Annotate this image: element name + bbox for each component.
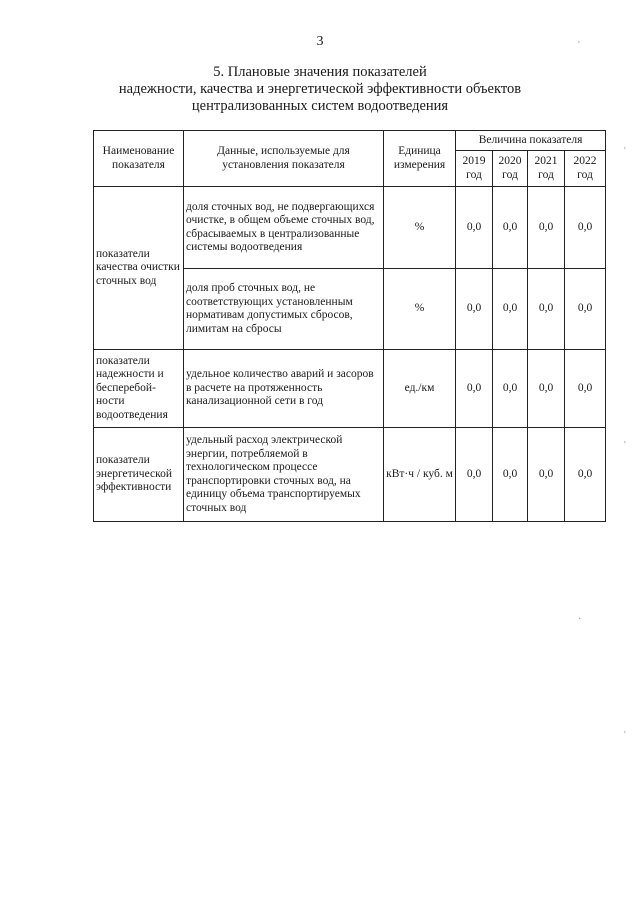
value-2022: 0,0 <box>565 428 606 522</box>
indicator-group-name: показатели энергетической эффективности <box>94 428 184 522</box>
year-label: 2020 <box>498 155 522 167</box>
header-year-2022 <box>565 151 606 187</box>
indicator-data: доля сточных вод, не подвергающихся очистке, в общем объеме сточных вод, сбрасываемых в централизованные системы водоотведения <box>184 187 384 269</box>
header-year-2020 <box>493 151 528 187</box>
indicator-data: удельный расход электрической энергии, потребляемой в технологическом процессе транспортировки сточных вод, на единицу объема транспортируемых сточных вод <box>184 428 384 522</box>
header-data: Данные, используемые для установления показателя <box>184 131 384 187</box>
indicator-group-name: показатели качества очистки сточных вод <box>94 187 184 350</box>
header-name: Наименование показателя <box>94 131 184 187</box>
indicators-table <box>93 130 606 522</box>
value-2022: 0,0 <box>565 269 606 350</box>
value-2021: 0,0 <box>528 269 565 350</box>
indicator-data: доля проб сточных вод, не соответствующих установленным нормативам допустимых сбросов, лимитам на сбросы <box>184 269 384 350</box>
table-row <box>94 187 606 269</box>
title-line-3: централизованных систем водоотведения <box>191 98 449 114</box>
header-value-group: Величина показателя <box>456 131 606 151</box>
page-title <box>0 64 640 115</box>
header-year-2021 <box>528 151 565 187</box>
year-label: 2019 <box>462 155 486 167</box>
year-suffix: год <box>466 168 482 181</box>
scan-speck: ' <box>624 146 626 157</box>
title-line-2: надежности, качества и энергетической эффективности объектов <box>118 81 522 97</box>
value-2020: 0,0 <box>493 350 528 428</box>
value-2021: 0,0 <box>528 428 565 522</box>
value-2019: 0,0 <box>456 187 493 269</box>
header-unit: Единица измерения <box>384 131 456 187</box>
table-row <box>94 428 606 522</box>
header-year-2019 <box>456 151 493 187</box>
value-2020: 0,0 <box>493 428 528 522</box>
indicator-unit: ед./км <box>384 350 456 428</box>
value-2019: 0,0 <box>456 269 493 350</box>
year-label: 2022 <box>573 155 597 167</box>
value-2019: 0,0 <box>456 350 493 428</box>
page-number: 3 <box>316 34 324 49</box>
value-2019: 0,0 <box>456 428 493 522</box>
value-2022: 0,0 <box>565 187 606 269</box>
indicator-unit: кВт·ч / куб. м <box>384 428 456 522</box>
value-2021: 0,0 <box>528 350 565 428</box>
indicator-data: удельное количество аварий и засоров в расчете на протяженность канализационной сети в год <box>184 350 384 428</box>
table-row <box>94 350 606 428</box>
scan-speck: ' <box>624 440 626 451</box>
value-2021: 0,0 <box>528 187 565 269</box>
title-line-1: 5. Плановые значения показателей <box>213 64 427 80</box>
indicator-unit: % <box>384 187 456 269</box>
year-suffix: год <box>577 168 593 181</box>
year-suffix: год <box>502 168 518 181</box>
value-2020: 0,0 <box>493 187 528 269</box>
scan-speck: · <box>578 614 582 625</box>
header-row-1 <box>94 131 606 151</box>
value-2020: 0,0 <box>493 269 528 350</box>
scan-speck: ' <box>578 40 580 51</box>
scan-speck: ' <box>624 730 626 741</box>
year-label: 2021 <box>534 155 558 167</box>
indicator-group-name: показатели надежности и бесперебой-ности водоотведения <box>94 350 184 428</box>
year-suffix: год <box>538 168 554 181</box>
value-2022: 0,0 <box>565 350 606 428</box>
indicator-unit: % <box>384 269 456 350</box>
